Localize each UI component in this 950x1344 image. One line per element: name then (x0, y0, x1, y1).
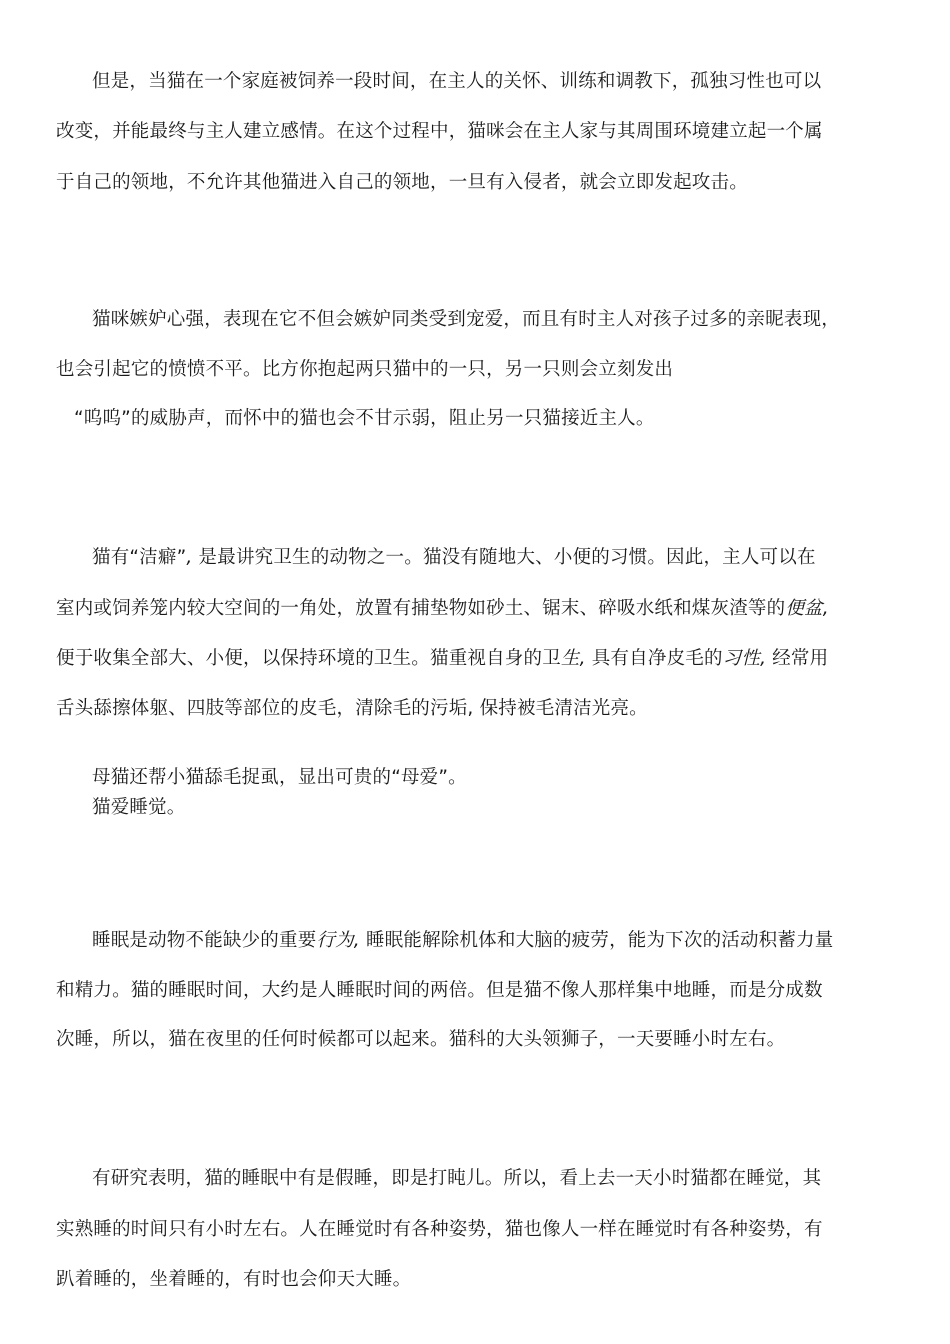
paragraph-nap-line-3: 趴着睡的，坐着睡的，有时也会仰天大睡。 (56, 1269, 412, 1290)
paragraph-territory-line-3: 于自己的领地，不允许其他猫进入自己的领地，一旦有入侵者，就会立即发起攻击。 (56, 172, 748, 193)
sleep-text: 睡眠能解除机体和大脑的疲劳，能为下次的活动积蓄力量 (359, 930, 834, 951)
paragraph-sleep-line-2: 和精力。猫的睡眠时间，大约是人睡眠时间的两倍。但是猫不像人那样集中地睡，而是分成数 (56, 980, 823, 1001)
paragraph-mother-line-1: 母猫还帮小猫舔毛捉虱，显出可贵的“母爱”。 (92, 767, 467, 788)
paragraph-jealousy-line-3: “呜呜”的威胁声，而怀中的猫也会不甘示弱，阻止另一只猫接近主人。 (74, 408, 655, 429)
paragraph-sleep-line-3: 次睡，所以，猫在夜里的任何时候都可以起来。猫科的大头领狮子，一天要睡小时左右。 (56, 1029, 786, 1050)
paragraph-territory-line-1: 但是，当猫在一个家庭被饲养一段时间，在主人的关怀、训练和调教下，孤独习性也可以 (92, 71, 822, 92)
cleanliness-italic-term: 便盆, (785, 598, 829, 619)
paragraph-jealousy-line-1: 猫咪嫉妒心强，表现在它不但会嫉妒同类受到宠爱，而且有时主人对孩子过多的亲昵表现， (92, 309, 841, 330)
paragraph-jealousy-line-2: 也会引起它的愤愤不平。比方你抱起两只猫中的一只，另一只则会立刻发出 (56, 359, 674, 380)
paragraph-cleanliness-line-2 (56, 597, 829, 621)
cleanliness-text: 猫有“洁癖” (92, 547, 187, 568)
cleanliness-italic-term: 生, (560, 648, 586, 669)
cleanliness-text: 便于收集全部大、小便，以保持环境的卫生。猫重视自身的卫 (56, 648, 561, 669)
sleep-text: 睡眠是动物不能缺少的重要 (92, 930, 317, 951)
cleanliness-comma: , (186, 547, 193, 568)
paragraph-sleep-line-1 (92, 929, 833, 953)
paragraph-nap-line-2: 实熟睡的时间只有小时左右。人在睡觉时有各种姿势，猫也像人一样在睡觉时有各种姿势，有 (56, 1219, 823, 1240)
paragraph-cleanliness-line-3 (56, 647, 828, 671)
cleanliness-text: 室内或饲养笼内较大空间的一角处，放置有捕垫物如砂土、锯末、碎吸水纸和煤灰渣等的 (56, 598, 786, 619)
cleanliness-text: 具有自净皮毛的 (585, 648, 723, 669)
paragraph-territory-line-2: 改变，并能最终与主人建立感情。在这个过程中，猫咪会在主人家与其周围环境建立起一个属 (56, 121, 823, 142)
paragraph-cleanliness-line-1 (92, 546, 816, 570)
paragraph-mother-line-2: 猫爱睡觉。 (92, 797, 186, 818)
cleanliness-text: 经常用 (766, 648, 829, 669)
cleanliness-italic-term: 习性, (722, 648, 767, 669)
sleep-italic-term: 行为, (316, 930, 360, 951)
paragraph-nap-line-1: 有研究表明，猫的睡眠中有是假睡，即是打盹儿。所以，看上去一天小时猫都在睡觉，其 (92, 1168, 822, 1189)
cleanliness-text: 是最讲究卫生的动物之一。猫没有随地大、小便的习惯。因此，主人可以在 (192, 547, 816, 568)
paragraph-cleanliness-line-4: 舌头舔擦体躯、四肢等部位的皮毛，清除毛的污垢, 保持被毛清洁光亮。 (56, 698, 648, 719)
